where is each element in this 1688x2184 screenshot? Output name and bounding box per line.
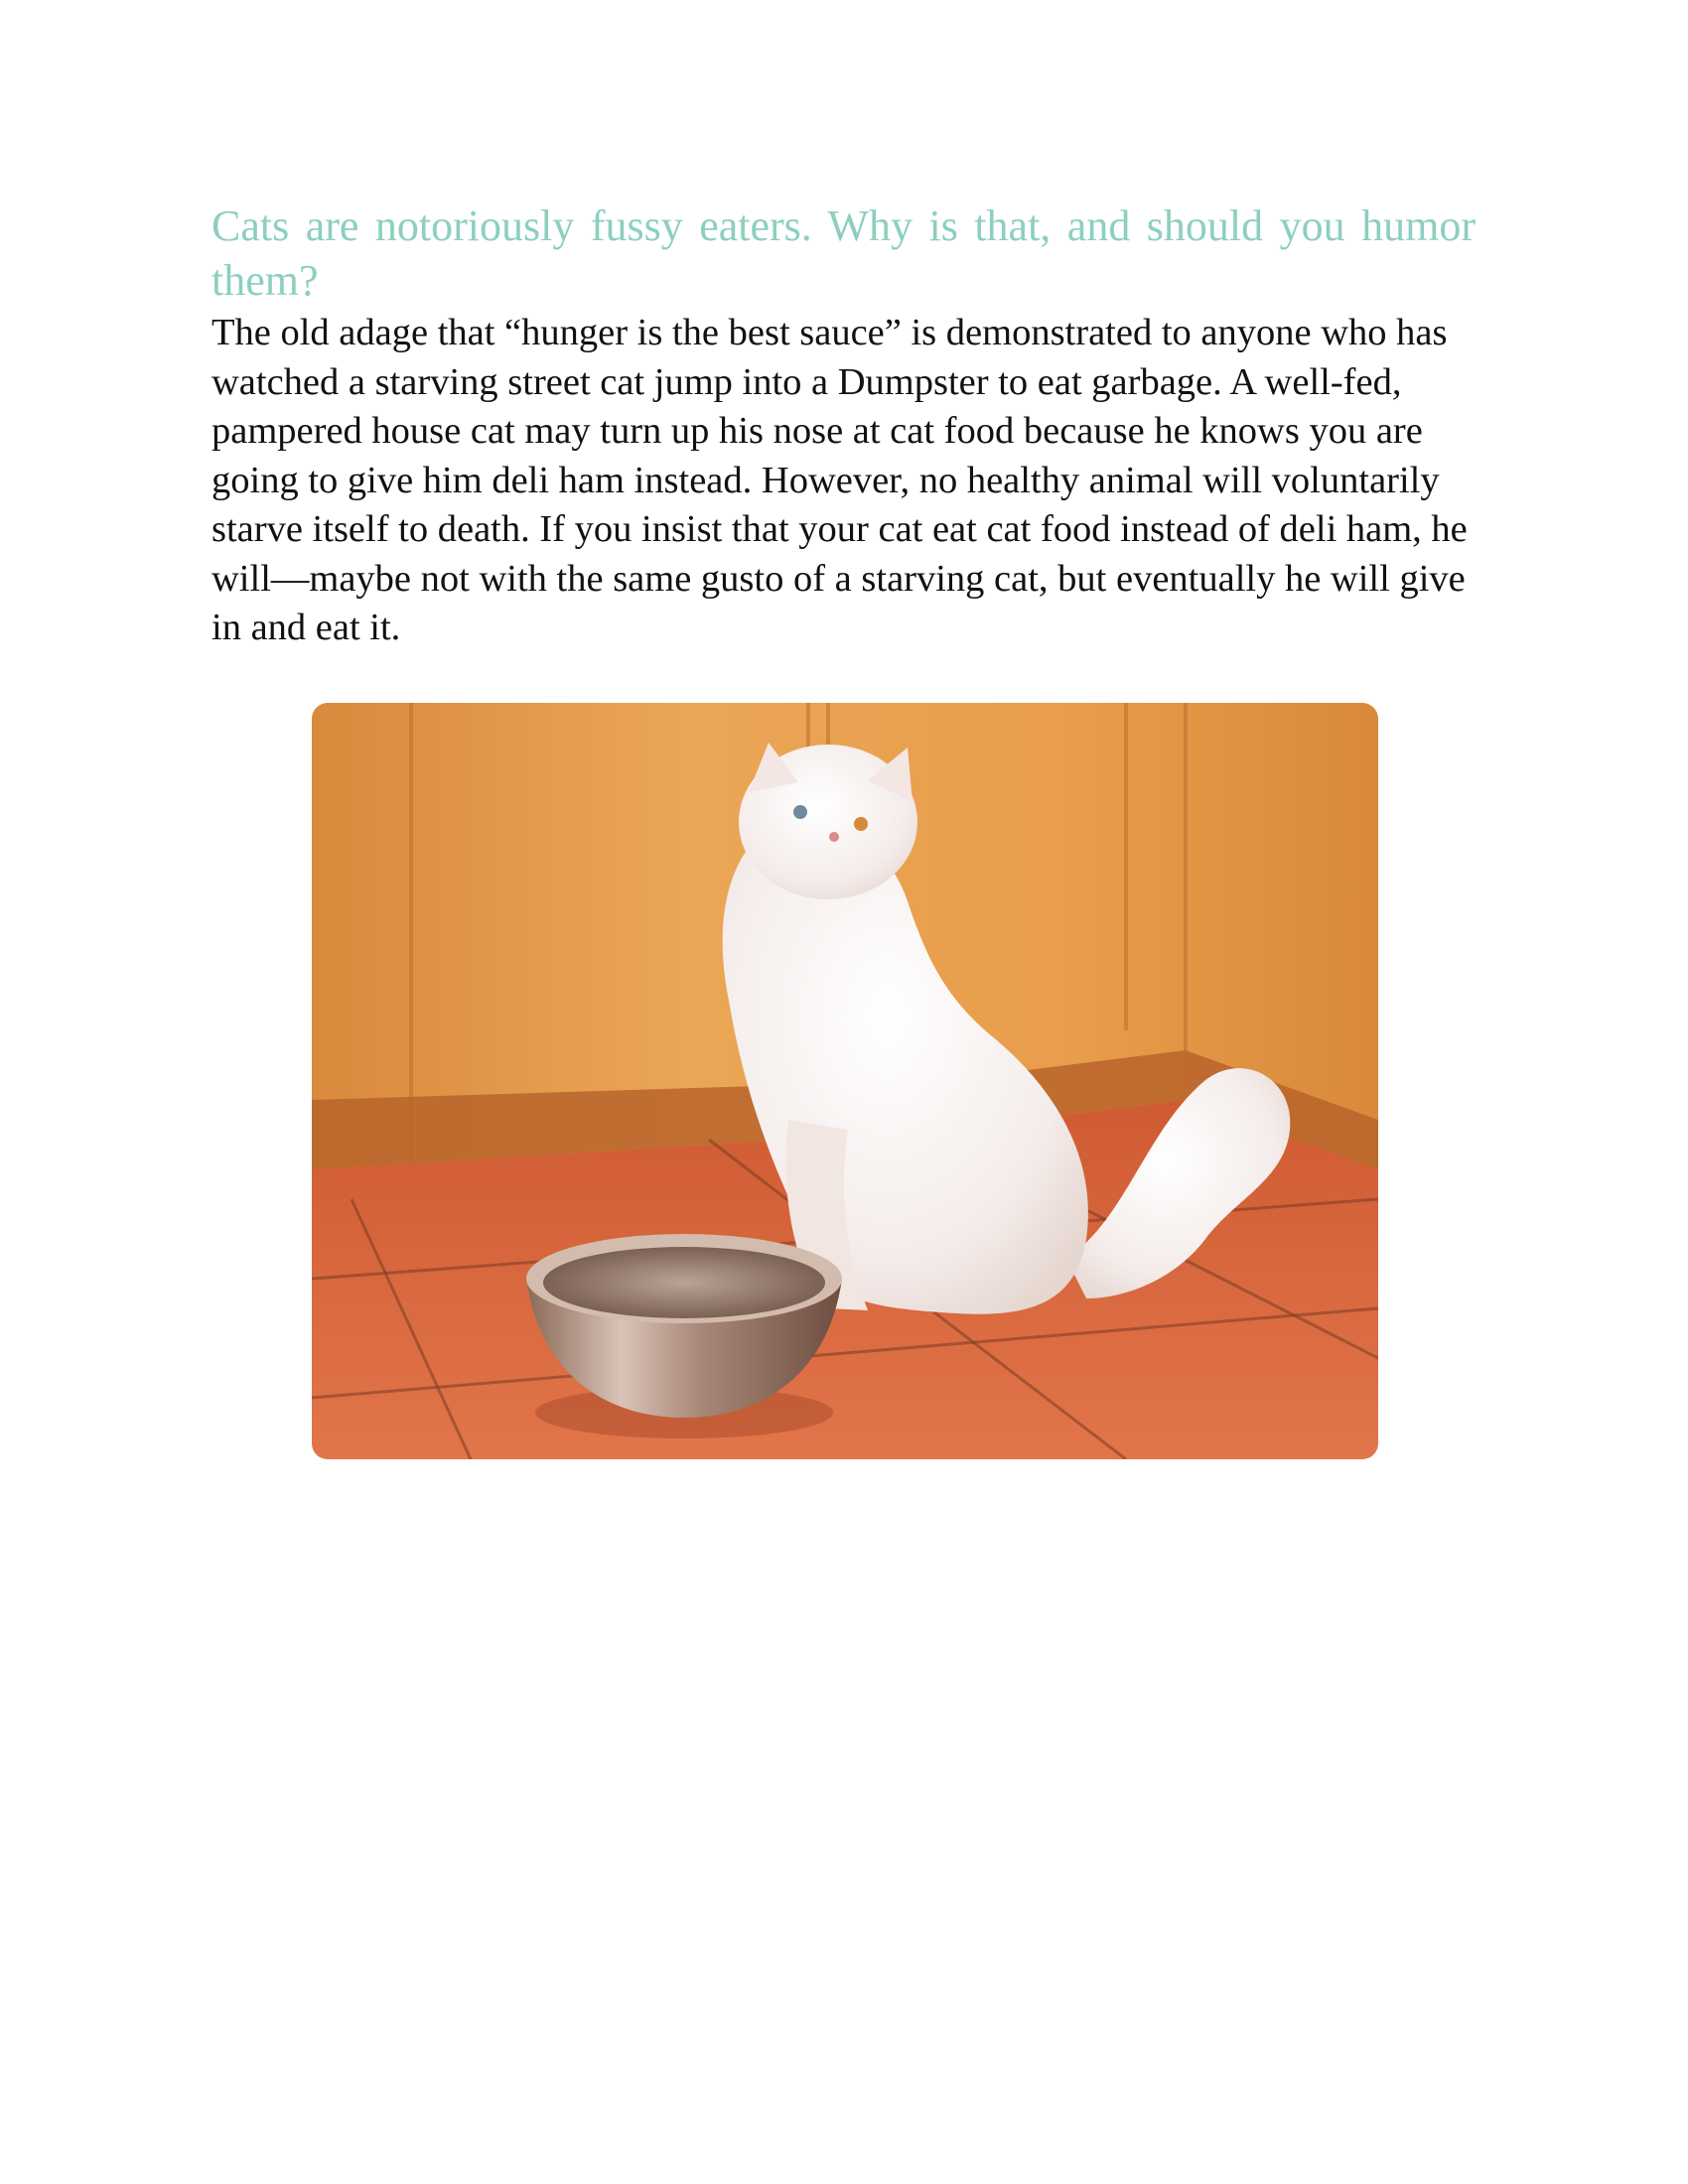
article-heading: Cats are notoriously fussy eaters. Why is that, and should you humor them?: [211, 202, 1476, 305]
cat-with-bowl-photo: [312, 703, 1378, 1459]
article-body: The old adage that “hunger is the best sauce” is demonstrated to anyone who has watched a starving street cat jump into a Dumpster to eat garbage. A well-fed, pampered house cat may turn up his nose at cat food because he knows you are going to give him deli ham instead. However, no healthy animal will voluntarily starve itself to death. If you insist that your cat eat cat food instead of deli ham, he will—maybe not with the same gusto of a starving cat, but eventually he will give in and eat it.: [211, 312, 1468, 648]
cat-eye-right: [854, 817, 868, 831]
bowl-inside: [543, 1247, 825, 1318]
cat-eye-left: [793, 805, 807, 819]
cat-nose: [829, 832, 839, 842]
